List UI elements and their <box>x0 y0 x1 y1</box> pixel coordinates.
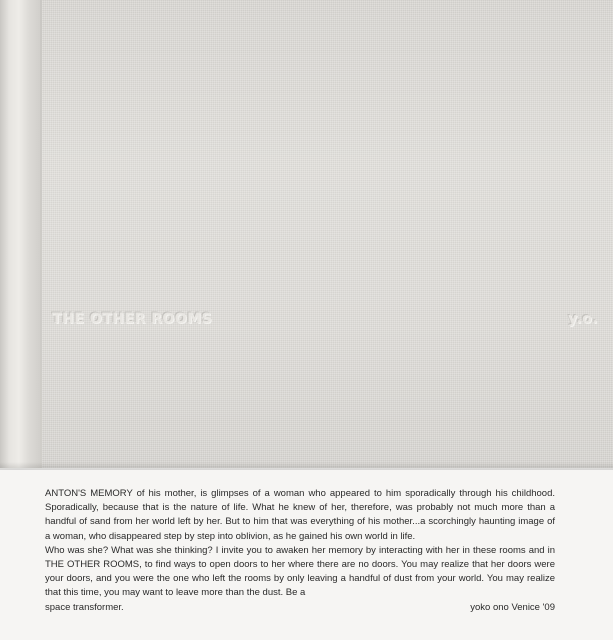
cover-initials: y.o. <box>568 311 599 327</box>
blurb-text <box>45 487 555 615</box>
signature: yoko ono Venice '09 <box>470 601 555 613</box>
blurb-closing: space transformer. <box>45 601 124 613</box>
blurb-paragraph-1: ANTON'S MEMORY of his mother, is glimpses of a woman who appeared to him sporadically through his childhood. Sporadically, because that is the nature of life. What he knew of her, therefore, was probably not much more than a handful of sand from her world left by her. But to him that was everything of his mother...a scorchingly haunting image of a woman, who disappeared step by step into oblivion, as he gained his own world in life. <box>45 488 555 542</box>
blurb-last-line <box>45 601 555 615</box>
book-spine <box>0 0 42 468</box>
cover-shadow <box>0 462 613 470</box>
cover-title: THE OTHER ROOMS <box>52 311 213 327</box>
spine-edge <box>40 0 42 468</box>
blurb-paragraph-2: Who was she? What was she thinking? I invite you to awaken her memory by interacting with her in these rooms and in THE OTHER ROOMS, to find ways to open doors to her where there are no doors. You may realize that her doors were your doors, and you were the one who left the rooms by only leaving a handful of dust from your world. You may realize that this time, you may want to leave more than the dust. Be a <box>45 544 555 599</box>
